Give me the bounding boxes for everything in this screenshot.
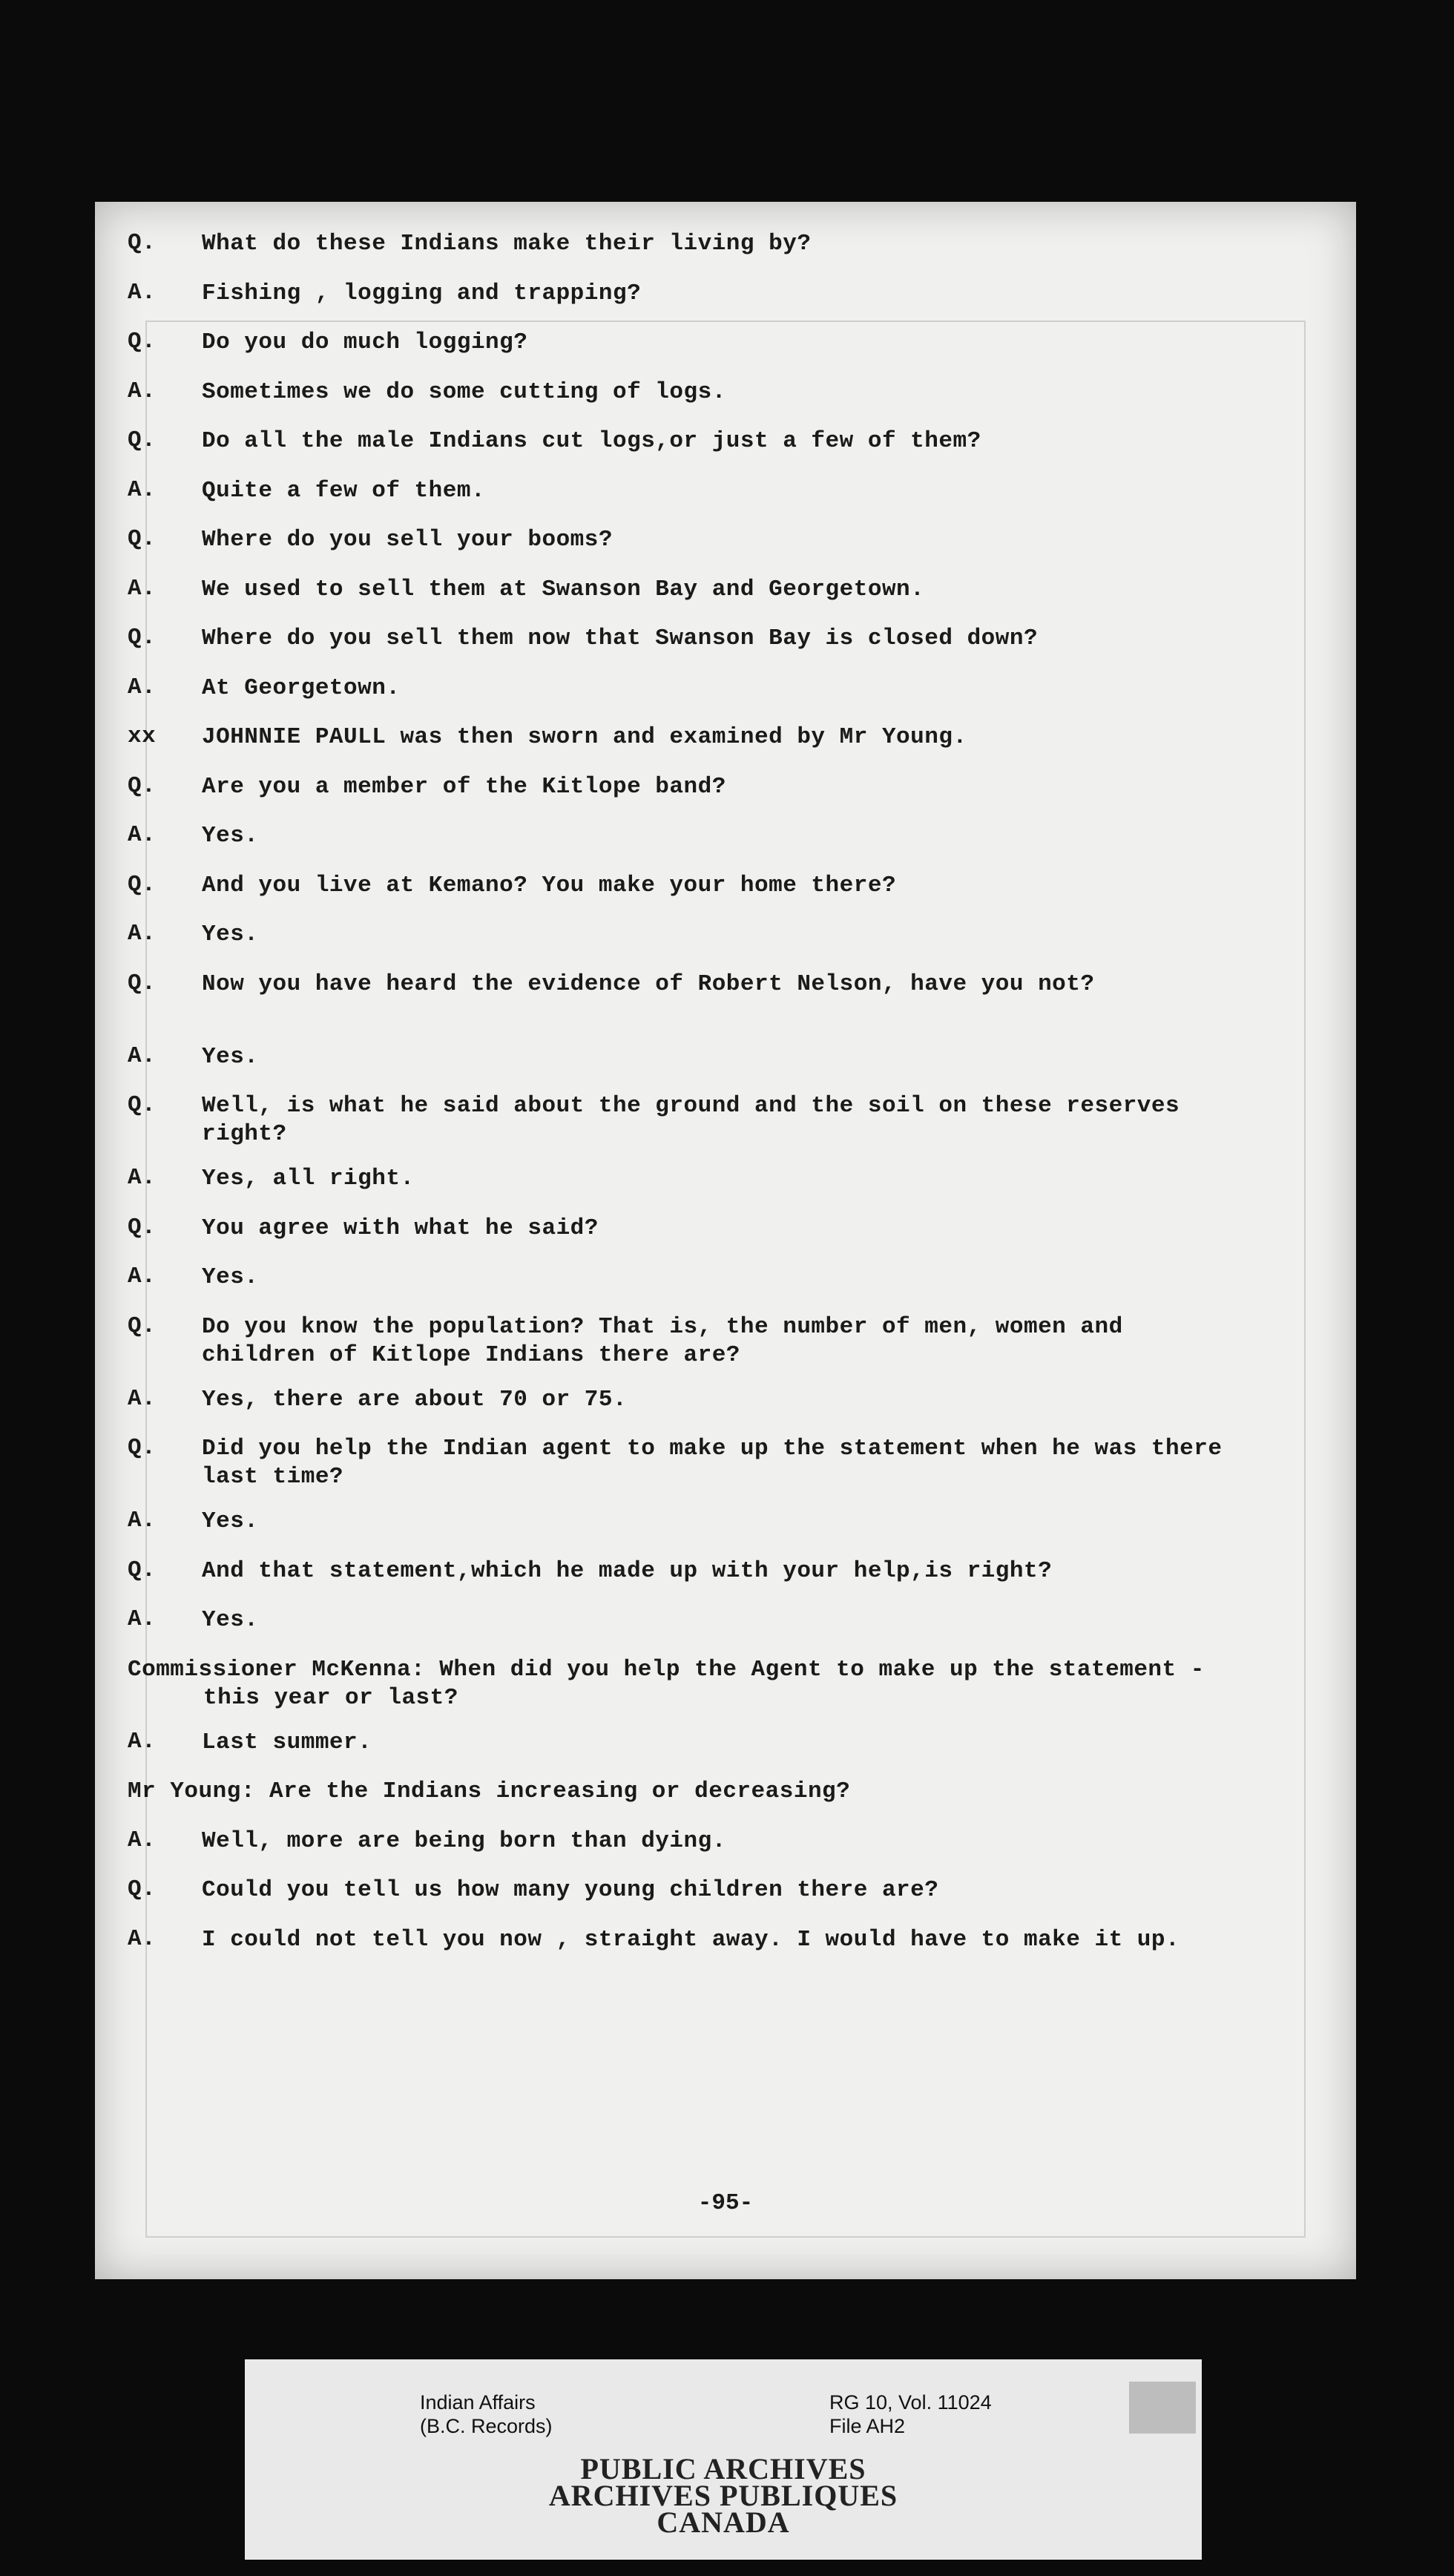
speaker-label: A. [128,1042,157,1069]
speaker-label: Q. [128,1312,157,1339]
transcript-row [128,921,1240,970]
transcript-row [128,526,1240,576]
speaker-label: Q. [128,1214,157,1241]
stamp-dept-line2: (B.C. Records) [420,2415,553,2437]
transcript-row [128,576,1240,625]
transcript-text: I could not tell you now , straight away. I would have to make it up. [202,1926,1180,1953]
speaker-label: Q. [128,625,157,651]
transcript-row [128,1656,1240,1729]
speaker-label: A. [128,674,157,700]
speaker-label: Q. [128,230,157,256]
speaker-label: A. [128,921,157,947]
speaker-label: Q. [128,1557,157,1583]
transcript-row [128,1778,1240,1827]
transcript-row [128,1043,1240,1093]
transcript-row [128,872,1240,921]
transcript-text: Where do you sell them now that Swanson Bay is closed down? [202,625,1039,651]
transcript-text: Well, is what he said about the ground and the soil on these reserves right? [202,1093,1194,1147]
page-number: -95- [697,2190,754,2216]
transcript-text: Commissioner McKenna: When did you help the Agent to make up the statement - this year or last? [128,1656,1219,1711]
transcript-text: Do you do much logging? [202,329,528,355]
transcript-text: We used to sell them at Swanson Bay and Georgetown. [202,576,925,602]
speaker-label: Q. [128,1092,157,1118]
speaker-label: Q. [128,871,157,898]
seal-line1: PUBLIC ARCHIVES [580,2452,866,2485]
stamp-ref-line1: RG 10, Vol. 11024 [829,2391,992,2414]
transcript-text: Yes, there are about 70 or 75. [202,1386,628,1413]
transcript-text: What do these Indians make their living by? [202,231,812,257]
transcript-row [128,477,1240,527]
transcript-row [128,1435,1240,1508]
speaker-label: A. [128,822,157,848]
transcript-row [128,1092,1240,1165]
transcript-row [128,378,1240,428]
transcript-row [128,1313,1240,1386]
transcript-text: Yes, all right. [202,1166,415,1192]
speaker-label: A. [128,1925,157,1952]
transcript-text: Where do you sell your booms? [202,527,613,553]
seal-line2: ARCHIVES PUBLIQUES [548,2479,898,2512]
stamp-department [420,2391,553,2438]
transcript-text: Are you a member of the Kitlope band? [202,773,726,800]
speaker-label: A. [128,1165,157,1191]
seal-line3: CANADA [657,2506,790,2539]
transcript-row [128,723,1240,773]
transcript-text: Yes. [202,1607,259,1633]
transcript-row [128,1264,1240,1313]
transcript-text: Sometimes we do some cutting of logs. [202,378,726,405]
speaker-label: Q. [128,970,157,996]
speaker-label: A. [128,1728,157,1755]
transcript-row [128,1215,1240,1264]
speaker-label: A. [128,378,157,404]
speaker-label: A. [128,279,157,306]
transcript-row [128,230,1240,280]
transcript-text: At Georgetown. [202,674,401,701]
transcript-row [128,1165,1240,1215]
transcript-row [128,280,1240,329]
transcript-row [128,773,1240,823]
transcript-text: Now you have heard the evidence of Robert Nelson, have you not? [202,970,1095,997]
transcript-row [128,625,1240,674]
archive-stamp [245,2359,1202,2560]
speaker-label: Q. [128,772,157,799]
transcript-text: Well, more are being born than dying. [202,1827,726,1854]
stamp-ref-line2: File AH2 [829,2415,906,2437]
stamp-dept-line1: Indian Affairs [420,2391,536,2414]
transcript-text: And that statement,which he made up with your help,is right? [202,1557,1053,1584]
transcript-text: Yes. [202,1264,259,1290]
transcript-text: Did you help the Indian agent to make up the statement when he was there last time? [202,1436,1237,1490]
transcript-text: Do all the male Indians cut logs,or just a few of them? [202,428,981,454]
stamp-shadow-right [1129,2382,1196,2434]
transcript-row [128,674,1240,724]
speaker-label: A. [128,1606,157,1632]
transcript-row [128,1606,1240,1656]
speaker-label: A. [128,1827,157,1853]
transcript-text: Yes. [202,823,259,849]
transcript-row [128,1926,1240,1999]
transcript [128,230,1240,1999]
transcript-row [128,970,1240,1043]
transcript-text: JOHNNIE PAULL was then sworn and examined by Mr Young. [202,724,967,750]
transcript-row [128,427,1240,477]
transcript-text: And you live at Kemano? You make your home there? [202,872,897,898]
transcript-text: Fishing , logging and trapping? [202,280,642,306]
speaker-label: Q. [128,1435,157,1461]
transcript-text: Yes. [202,921,259,947]
transcript-text: Mr Young: Are the Indians increasing or decreasing? [128,1778,851,1804]
transcript-row [128,1827,1240,1877]
transcript-row [128,1508,1240,1557]
speaker-label: A. [128,1264,157,1289]
speaker-label: xx [128,723,157,749]
transcript-row [128,329,1240,378]
speaker-label: Q. [128,427,157,453]
transcript-text: Yes. [202,1508,259,1534]
speaker-label: A. [128,575,157,602]
speaker-label: A. [128,476,157,503]
transcript-text: Last summer. [202,1729,372,1755]
speaker-label: Q. [128,1876,157,1902]
transcript-row [128,822,1240,872]
transcript-text: Quite a few of them. [202,477,486,504]
speaker-label: Q. [128,526,157,552]
transcript-text: Could you tell us how many young children there are? [202,1877,939,1903]
transcript-row [128,1386,1240,1436]
transcript-row [128,1729,1240,1778]
archives-seal [245,2452,1202,2539]
transcript-row [128,1876,1240,1926]
stamp-reference [829,2391,992,2438]
speaker-label: Q. [128,329,157,355]
speaker-label: A. [128,1385,157,1412]
transcript-text: Do you know the population? That is, the number of men, women and children of Kitlope Indians there are? [202,1313,1137,1368]
transcript-text: You agree with what he said? [202,1215,599,1241]
transcript-row [128,1557,1240,1607]
transcript-text: Yes. [202,1043,259,1070]
speaker-label: A. [128,1508,157,1534]
